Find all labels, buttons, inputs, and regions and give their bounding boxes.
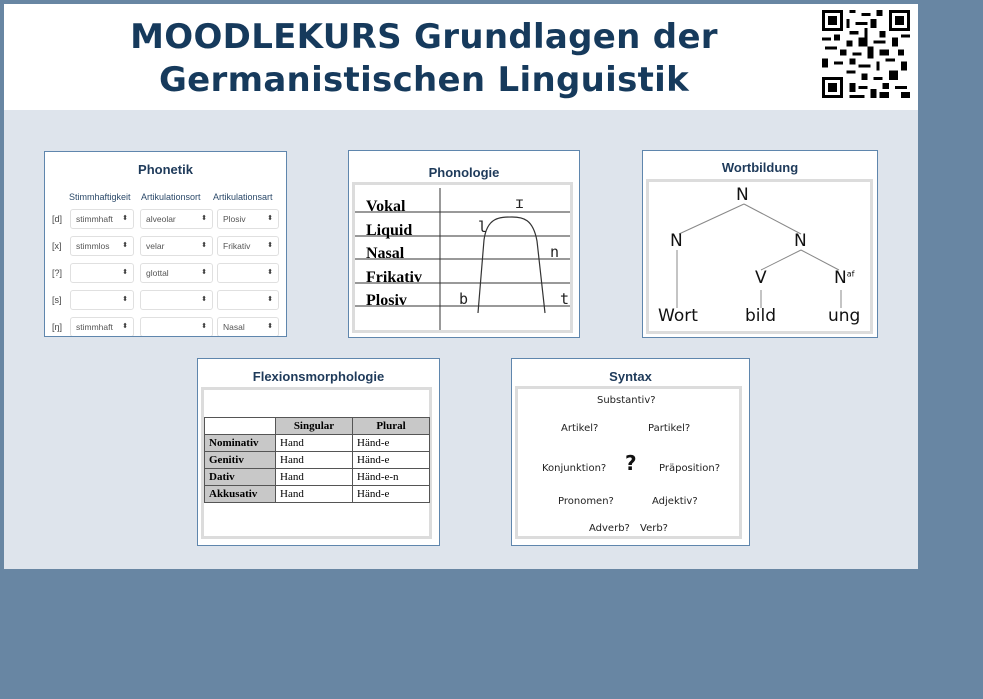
phonetik-select-value: glottal [146, 268, 169, 278]
phonetik-col-art: Artikulationsart [213, 192, 273, 202]
flexion-cell-case: Dativ [205, 469, 276, 486]
chevron-updown-icon: ⬍ [122, 296, 128, 303]
tree-node-naf-sup: af [846, 269, 855, 279]
phonetik-select-ort[interactable] [140, 209, 213, 229]
wortbildung-figure [646, 179, 873, 334]
phonetik-symbol: [?] [52, 268, 63, 278]
tree-node-root: N [736, 185, 749, 205]
title-line-1: MOODLEKURS Grundlagen der [130, 17, 718, 57]
chevron-updown-icon: ⬍ [201, 296, 207, 303]
syntax-word-verb: Verb? [640, 523, 668, 534]
wortbildung-card[interactable] [642, 150, 878, 338]
phonetik-select-art[interactable] [217, 290, 279, 310]
syntax-word-pronomen: Pronomen? [558, 496, 614, 507]
chevron-updown-icon: ⬍ [267, 242, 273, 249]
phonetik-card[interactable] [44, 151, 287, 337]
chevron-updown-icon: ⬍ [201, 269, 207, 276]
flexion-cell-case: Akkusativ [205, 486, 276, 503]
phonologie-title: Phonologie [428, 165, 500, 180]
flexion-cell-singular: Hand [276, 486, 353, 503]
phonologie-row-plosiv: Plosiv [366, 292, 407, 309]
phonetik-select-value: stimmhaft [76, 322, 113, 332]
syntax-question-mark: ? [625, 451, 637, 475]
flexion-cell-plural: Händ-e [353, 452, 430, 469]
syntax-word-konjunktion: Konjunktion? [542, 463, 607, 474]
phonetik-select-stimm[interactable] [70, 209, 134, 229]
syntax-word-praeposition: Präposition? [659, 463, 721, 474]
flexion-header-empty [205, 418, 276, 435]
tree-leaf-ung: ung [828, 306, 861, 326]
chevron-updown-icon: ⬍ [122, 242, 128, 249]
phonetik-select-ort[interactable] [140, 236, 213, 256]
phonologie-row-vokal: Vokal [366, 198, 406, 215]
phonetik-col-stimm: Stimmhaftigkeit [69, 192, 131, 202]
phonologie-row-frikativ: Frikativ [366, 269, 422, 286]
segment-vowel: ɪ [515, 194, 525, 212]
tree-leaf-wort: Wort [658, 306, 698, 326]
tree-node-v: V [755, 268, 767, 288]
phonetik-title: Phonetik [138, 162, 193, 177]
flexion-card[interactable] [197, 358, 440, 546]
phonetik-select-ort[interactable] [140, 263, 213, 283]
title-line-2: Germanistischen Linguistik [158, 60, 690, 100]
chevron-updown-icon: ⬍ [201, 215, 207, 222]
table-row [205, 469, 430, 486]
flexion-cell-case: Genitiv [205, 452, 276, 469]
phonetik-select-stimm[interactable] [70, 317, 134, 337]
phonetik-select-value: stimmhaft [76, 214, 113, 224]
table-row [205, 452, 430, 469]
table-row [205, 435, 430, 452]
segment-nasal: n [550, 243, 560, 261]
flexion-title: Flexionsmorphologie [252, 369, 385, 384]
segment-plosiv-left: b [459, 290, 469, 308]
flexion-header-row [205, 418, 430, 435]
qr-code-icon[interactable] [822, 10, 910, 98]
phonetik-select-stimm[interactable] [70, 263, 134, 283]
flexion-body [205, 435, 430, 503]
chevron-updown-icon: ⬍ [267, 323, 273, 330]
flexion-cell-plural: Händ-e [353, 435, 430, 452]
phonetik-select-value: Nasal [223, 322, 245, 332]
phonetik-select-stimm[interactable] [70, 236, 134, 256]
slide [4, 4, 918, 569]
flexion-table [204, 417, 430, 503]
tree-node-naf-label: N [834, 268, 847, 288]
phonetik-col-ort: Artikulationsort [141, 192, 201, 202]
chevron-updown-icon: ⬍ [201, 242, 207, 249]
flexion-header-plural: Plural [353, 418, 430, 435]
phonologie-figure [352, 182, 573, 333]
chevron-updown-icon: ⬍ [122, 323, 128, 330]
chevron-updown-icon: ⬍ [201, 323, 207, 330]
phonetik-symbol: [s] [52, 295, 62, 305]
flexion-cell-singular: Hand [276, 435, 353, 452]
syntax-word-substantiv: Substantiv? [597, 395, 656, 406]
phonetik-select-art[interactable] [217, 263, 279, 283]
syntax-figure [515, 386, 742, 539]
page-title [124, 16, 724, 102]
phonetik-select-value: velar [146, 241, 165, 251]
flexion-cell-singular: Hand [276, 469, 353, 486]
phonetik-symbol: [ŋ] [52, 322, 63, 332]
segment-liquid: l [478, 218, 488, 236]
tree-leaf-bild: bild [745, 306, 777, 326]
tree-node-left: N [670, 231, 683, 251]
chevron-updown-icon: ⬍ [122, 215, 128, 222]
flexion-cell-case: Nominativ [205, 435, 276, 452]
phonologie-card[interactable] [348, 150, 580, 338]
phonetik-select-ort[interactable] [140, 317, 213, 337]
syntax-word-partikel: Partikel? [648, 423, 691, 434]
phonetik-symbol: [x] [52, 241, 62, 251]
syntax-word-adjektiv: Adjektiv? [652, 496, 698, 507]
table-row [205, 486, 430, 503]
syntax-word-artikel: Artikel? [561, 423, 599, 434]
phonetik-select-value: Plosiv [223, 214, 246, 224]
syntax-title: Syntax [609, 369, 652, 384]
syntax-card[interactable] [511, 358, 750, 546]
flexion-header-singular: Singular [276, 418, 353, 435]
wortbildung-title: Wortbildung [721, 160, 799, 175]
chevron-updown-icon: ⬍ [267, 215, 273, 222]
flexion-cell-plural: Händ-e-n [353, 469, 430, 486]
chevron-updown-icon: ⬍ [122, 269, 128, 276]
syntax-word-adverb: Adverb? [589, 523, 630, 534]
phonetik-select-art[interactable] [217, 236, 279, 256]
slide-header [4, 4, 918, 110]
tree-node-naf [834, 268, 854, 288]
phonetik-select-value: alveolar [146, 214, 176, 224]
phonetik-select-art[interactable] [217, 209, 279, 229]
phonetik-symbol: [d] [52, 214, 63, 224]
flexion-cell-singular: Hand [276, 452, 353, 469]
phonetik-select-value: Frikativ [223, 241, 251, 251]
chevron-updown-icon: ⬍ [267, 296, 273, 303]
phonetik-select-ort[interactable] [140, 290, 213, 310]
phonetik-select-art[interactable] [217, 317, 279, 337]
sonority-curve [478, 217, 545, 313]
phonetik-select-value: stimmlos [76, 241, 110, 251]
phonologie-row-nasal: Nasal [366, 245, 405, 262]
segment-plosiv-right: t [560, 290, 570, 308]
tree-node-right: N [794, 231, 807, 251]
chevron-updown-icon: ⬍ [267, 269, 273, 276]
phonologie-row-liquid: Liquid [366, 222, 413, 239]
phonetik-select-stimm[interactable] [70, 290, 134, 310]
flexion-cell-plural: Händ-e [353, 486, 430, 503]
